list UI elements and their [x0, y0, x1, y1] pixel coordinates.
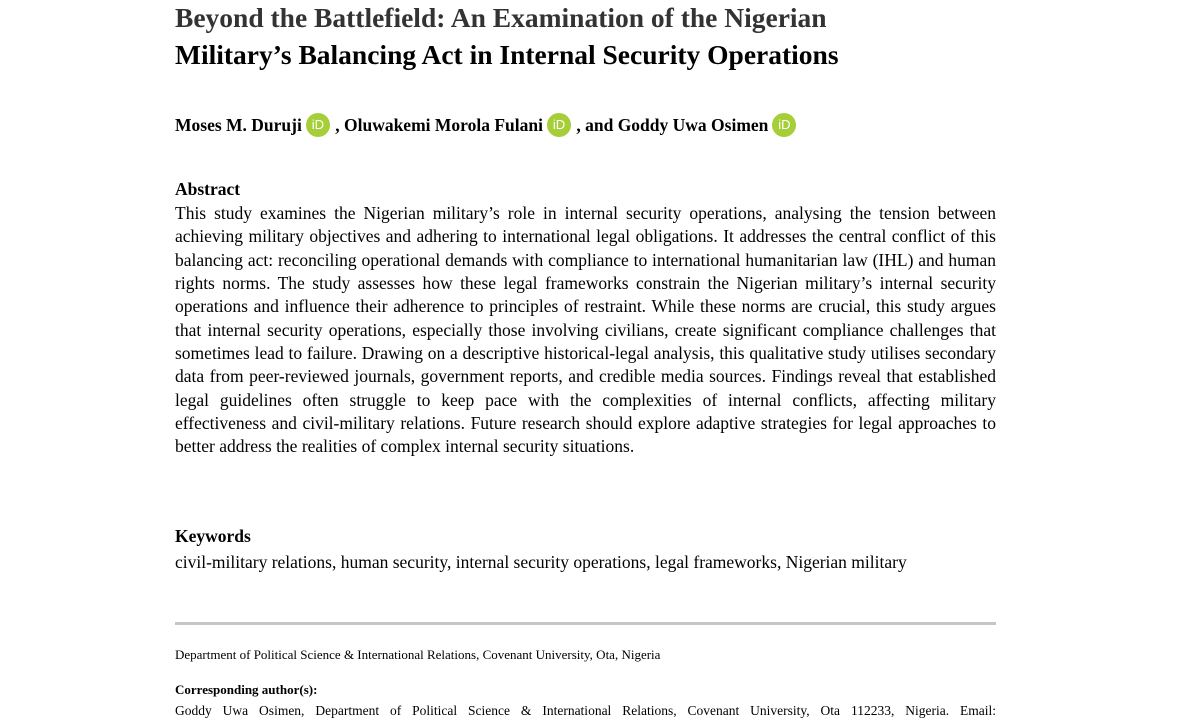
keywords-heading: Keywords — [175, 526, 251, 546]
orcid-icon[interactable]: iD — [547, 113, 571, 137]
author-affiliation: Department of Political Science & International Relations, Covenant University, Ota, Nigeria — [175, 647, 661, 662]
paper-title — [175, 0, 1075, 73]
corresponding-author-heading: Corresponding author(s): — [175, 682, 318, 697]
abstract-text: This study examines the Nigerian military’s role in internal security operations, analysing the tension between achieving military objectives and adhering to international legal obligations. It addresses the central conflict of this balancing act: reconciling operational demands with compliance to international humanitarian law (IHL) and human rights norms. The study assesses how these legal frameworks constrain the Nigerian military’s internal security operations and influence their adherence to principles of restraint. While these norms are crucial, this study argues that internal security operations, especially those involving civilians, create significant compliance challenges that sometimes lead to failure. Drawing on a descriptive historical-legal analysis, this qualitative study utilises secondary data from peer-reviewed journals, government reports, and credible media sources. Findings reveal that established legal guidelines often struggle to keep pace with the complexities of internal conflicts, affecting military effectiveness and civil-military relations. Future research should explore adaptive strategies for legal approaches to better address the realities of complex internal security situations. — [175, 203, 996, 457]
orcid-icon[interactable]: iD — [306, 113, 330, 137]
paper-title-line-1: Beyond the Battlefield: An Examination of the Nigerian — [175, 2, 827, 33]
section-divider — [175, 622, 996, 625]
orcid-icon[interactable]: iD — [772, 113, 796, 137]
paper-title-line-2: Military’s Balancing Act in Internal Security Operations — [175, 39, 839, 70]
keywords-text: civil-military relations, human security, internal security operations, legal frameworks, Nigerian military — [175, 552, 907, 572]
author-name: Moses M. Duruji — [175, 115, 302, 135]
abstract-heading: Abstract — [175, 179, 241, 199]
author-name: , and Goddy Uwa Osimen — [576, 115, 769, 135]
author-list — [175, 112, 797, 139]
author-name: , Oluwakemi Morola Fulani — [335, 115, 543, 135]
corresponding-author-text: Goddy Uwa Osimen, Department of Political Science & International Relations, Covenant University, Ota 112233, Nigeria. Email: — [175, 703, 996, 718]
